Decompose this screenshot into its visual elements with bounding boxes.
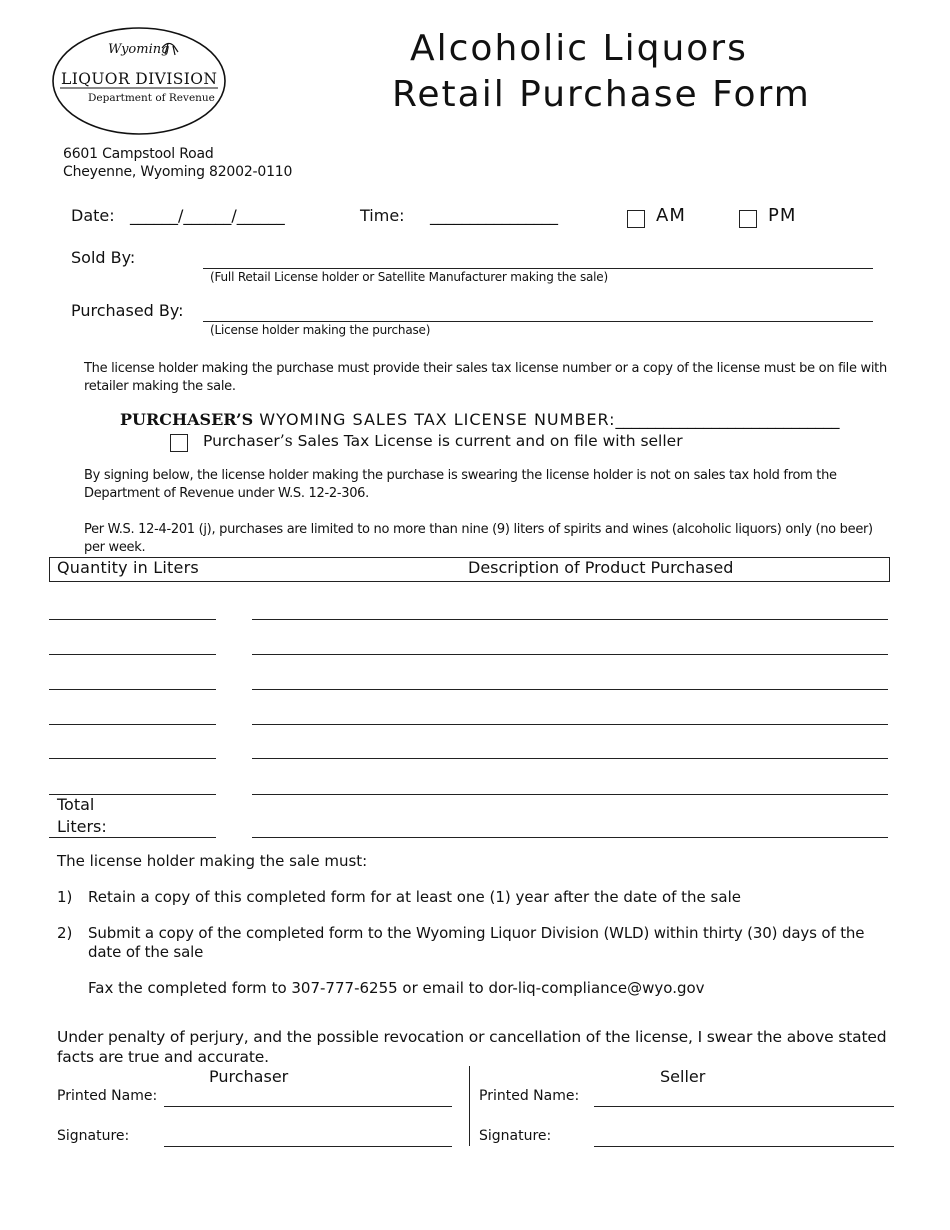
tax-checkbox-prefix: Purchaser — [203, 432, 280, 450]
seller-printed-name-field[interactable] — [594, 1106, 894, 1107]
pm-label: PM — [768, 205, 797, 226]
total-liters-field[interactable] — [49, 837, 216, 838]
purchased-by-hint: (License holder making the purchase) — [210, 323, 431, 337]
tax-license-row — [120, 410, 840, 429]
quantity-field[interactable] — [49, 619, 216, 620]
tax-checkbox-s: ’s — [279, 432, 293, 450]
logo-top-text: Wyoming — [108, 42, 170, 57]
purchaser-printed-name-label: Printed Name: — [57, 1088, 158, 1104]
address-line2: Cheyenne, Wyoming 82002-0110 — [63, 164, 293, 180]
purchased-by-label: Purchased By: — [71, 301, 184, 320]
description-column-header: Description of Product Purchased — [468, 558, 734, 577]
notice-purchase-limit: Per W.S. 12-4-201 (j), purchases are limited to no more than nine (9) liters of spirits and wines (alcoholic liquors) only (no beer) per week. — [84, 522, 873, 555]
quantity-field[interactable] — [49, 758, 216, 759]
description-field[interactable] — [252, 619, 888, 620]
notice-sales-tax-license: The license holder making the purchase must provide their sales tax license number or a copy of the license must be on file with retailer making the sale. — [84, 361, 887, 394]
form-title-line1: Alcoholic Liquors — [410, 28, 748, 69]
am-checkbox[interactable] — [627, 210, 645, 228]
description-field[interactable] — [252, 758, 888, 759]
address-line1: 6601 Campstool Road — [63, 146, 214, 162]
time-field[interactable]: ________________ — [430, 206, 558, 225]
logo-main-text: LIQUOR DIVISION — [61, 70, 218, 88]
date-label: Date: — [71, 206, 115, 225]
description-field[interactable] — [252, 654, 888, 655]
time-label: Time: — [360, 206, 405, 225]
instruction-2-number: 2) — [57, 924, 73, 942]
tax-license-on-file-label — [203, 432, 683, 450]
total-label-line1: Total — [57, 795, 95, 814]
tax-license-on-file-checkbox[interactable] — [170, 434, 188, 452]
sold-by-hint: (Full Retail License holder or Satellite Manufacturer making the sale) — [210, 270, 608, 284]
am-label: AM — [656, 205, 686, 226]
tax-label-bold: PURCHASER’S — [120, 410, 254, 429]
purchased-by-field[interactable] — [203, 321, 873, 322]
purchaser-signature-label: Signature: — [57, 1128, 130, 1144]
description-field[interactable] — [252, 724, 888, 725]
instructions-intro: The license holder making the sale must: — [57, 852, 368, 870]
liquor-division-logo — [50, 26, 228, 136]
tax-checkbox-rest: Sales Tax License is current and on file with seller — [292, 432, 683, 450]
quantity-field[interactable] — [49, 654, 216, 655]
perjury-oath: Under penalty of perjury, and the possible revocation or cancellation of the license, I swear the above stated facts are true and accurate. — [57, 1028, 887, 1066]
total-description-field[interactable] — [252, 837, 888, 838]
logo-sub-text: Department of Revenue — [88, 92, 215, 104]
tax-license-field[interactable]: ____________________________ — [615, 410, 840, 429]
quantity-field[interactable] — [49, 689, 216, 690]
description-field[interactable] — [252, 794, 888, 795]
form-title-line2: Retail Purchase Form — [392, 74, 811, 115]
seller-printed-name-label: Printed Name: — [479, 1088, 580, 1104]
date-field[interactable]: ______/______/______ — [130, 206, 285, 225]
sold-by-field[interactable] — [203, 268, 873, 269]
quantity-field[interactable] — [49, 724, 216, 725]
seller-signature-field[interactable] — [594, 1146, 894, 1147]
tax-label-rest: WYOMING SALES TAX LICENSE NUMBER: — [253, 410, 616, 429]
quantity-column-header: Quantity in Liters — [57, 558, 199, 577]
total-label-line2: Liters: — [57, 817, 107, 836]
instruction-1-text: Retain a copy of this completed form for at least one (1) year after the date of the sale — [88, 888, 741, 906]
seller-header: Seller — [660, 1067, 706, 1086]
fax-email-instruction: Fax the completed form to 307-777-6255 or email to dor-liq-compliance@wyo.gov — [88, 979, 705, 997]
seller-signature-label: Signature: — [479, 1128, 552, 1144]
pm-checkbox[interactable] — [739, 210, 757, 228]
instruction-1-number: 1) — [57, 888, 73, 906]
purchaser-printed-name-field[interactable] — [164, 1106, 452, 1107]
instruction-2-text: Submit a copy of the completed form to the Wyoming Liquor Division (WLD) within thirty (30) days of the date of the sale — [88, 924, 865, 961]
signature-divider — [469, 1066, 470, 1146]
purchaser-header: Purchaser — [209, 1067, 289, 1086]
notice-sales-tax-hold: By signing below, the license holder making the purchase is swearing the license holder is not on sales tax hold from the Department of Revenue under W.S. 12-2-306. — [84, 468, 837, 501]
sold-by-label: Sold By: — [71, 248, 136, 267]
description-field[interactable] — [252, 689, 888, 690]
purchaser-signature-field[interactable] — [164, 1146, 452, 1147]
